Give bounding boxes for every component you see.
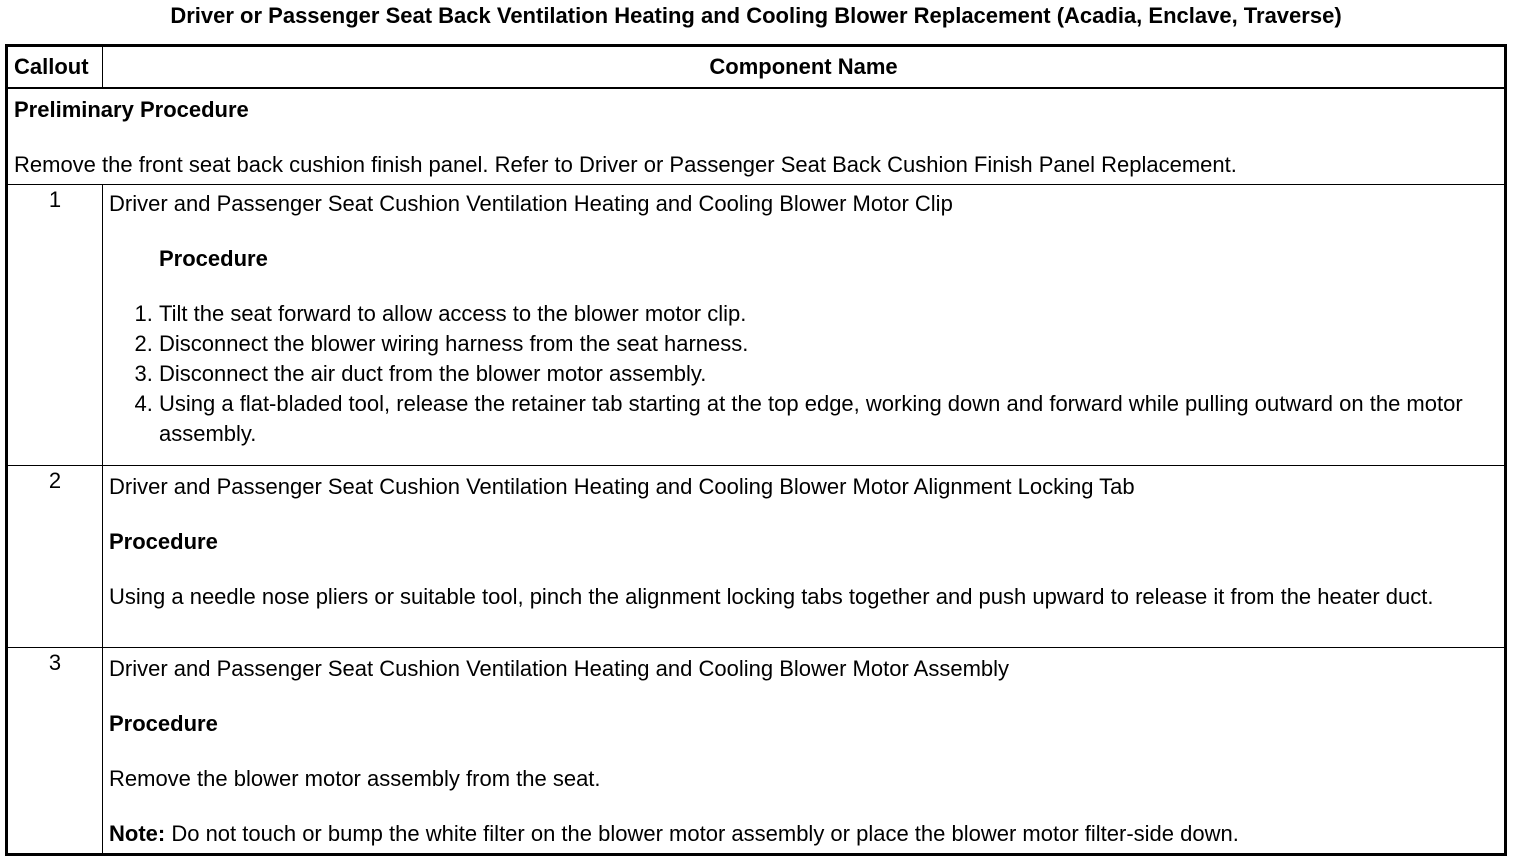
component-cell <box>103 648 1506 855</box>
table-row <box>7 185 1506 466</box>
preliminary-text: Remove the front seat back cushion finish panel. Refer to Driver or Passenger Seat Back Cushion Finish Panel Replacement. <box>14 152 1237 177</box>
procedure-steps <box>109 299 1498 449</box>
document-title: Driver or Passenger Seat Back Ventilation Heating and Cooling Blower Replacement (Acadia, Enclave, Traverse) <box>170 3 1342 28</box>
procedure-heading: Procedure <box>109 711 218 736</box>
table-header-row <box>7 46 1506 89</box>
procedure-text: Remove the blower motor assembly from the seat. <box>109 766 601 791</box>
preliminary-heading: Preliminary Procedure <box>14 97 249 122</box>
procedure-step: 3. Disconnect the air duct from the blower motor assembly. <box>159 359 1498 389</box>
table-row <box>7 466 1506 648</box>
component-name: Driver and Passenger Seat Cushion Ventilation Heating and Cooling Blower Motor Assembly <box>109 656 1010 681</box>
note-text: Do not touch or bump the white filter on the blower motor assembly or place the blower motor filter-side down. <box>165 821 1239 846</box>
procedure-heading: Procedure <box>109 529 218 554</box>
procedure-step: 1. Tilt the seat forward to allow access to the blower motor clip. <box>159 299 1498 329</box>
table-row <box>7 648 1506 855</box>
preliminary-cell <box>7 88 1506 185</box>
callout-number: 3 <box>7 648 103 855</box>
procedure-text: Using a needle nose pliers or suitable tool, pinch the alignment locking tabs together and push upward to release it from the heater duct. <box>109 584 1434 609</box>
note <box>109 819 1498 849</box>
procedure-step: 4. Using a flat-bladed tool, release the retainer tab starting at the top edge, working down and forward while pulling outward on the motor assembly. <box>159 389 1498 449</box>
procedure-heading: Procedure <box>159 246 268 271</box>
component-cell <box>103 185 1506 466</box>
component-name-column-header: Component Name <box>103 46 1506 89</box>
procedure-table <box>5 44 1507 856</box>
component-name: Driver and Passenger Seat Cushion Ventilation Heating and Cooling Blower Motor Clip <box>109 191 953 216</box>
component-cell <box>103 466 1506 648</box>
component-name: Driver and Passenger Seat Cushion Ventilation Heating and Cooling Blower Motor Alignment Locking Tab <box>109 474 1135 499</box>
preliminary-row <box>7 88 1506 185</box>
procedure-step: 2. Disconnect the blower wiring harness from the seat harness. <box>159 329 1498 359</box>
callout-number: 2 <box>7 466 103 648</box>
callout-column-header: Callout <box>7 46 103 89</box>
callout-number: 1 <box>7 185 103 466</box>
note-label: Note: <box>109 821 166 846</box>
